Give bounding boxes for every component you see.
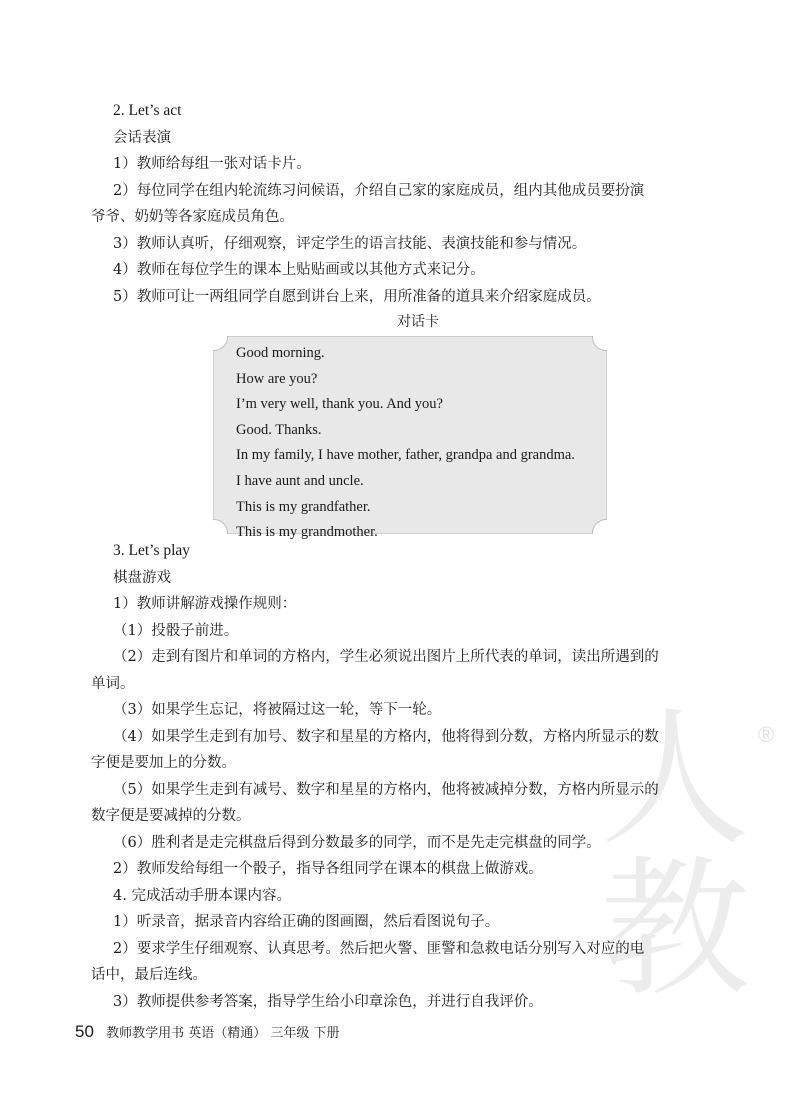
- dialogue-line: Good morning.: [236, 345, 325, 361]
- section-4-line: 话中，最后连线。: [91, 967, 207, 983]
- dialogue-line: In my family, I have mother, father, grandpa and grandma.: [236, 447, 575, 464]
- section-3-line: 字便是要加上的分数。: [91, 755, 236, 771]
- section-3-line: （5）如果学生走到有减号、数字和星星的方格内，他将被减掉分数，方格内所显示的: [113, 781, 659, 798]
- dialogue-line: I’m very well, thank you. And you?: [236, 396, 443, 413]
- card-corner: [592, 336, 607, 351]
- dialogue-line: I have aunt and uncle.: [236, 472, 364, 489]
- section-2-step-5: 5）教师可让一两组同学自愿到讲台上来，用所准备的道具来介绍家庭成员。: [113, 288, 601, 305]
- section-3-line: （2）走到有图片和单词的方格内，学生必须说出图片上所代表的单词，读出所遇到的: [113, 649, 659, 665]
- section-2-step-3: 3）教师认真听，仔细观察，评定学生的语言技能、表演技能和参与情况。: [113, 235, 587, 252]
- card-corner: [592, 519, 607, 534]
- section-3-line: （1）投骰子前进。: [113, 622, 239, 639]
- card-corner: [213, 519, 228, 534]
- publisher-watermark: 人教: [600, 693, 751, 1017]
- section-2-step-4: 4）教师在每位学生的课本上贴贴画或以其他方式来记分。: [113, 262, 485, 278]
- page-content: [91, 98, 693, 1015]
- section-2-step-2: 2）每位同学在组内轮流练习问候语，介绍自己家的家庭成员，组内其他成员要扮演: [113, 182, 645, 199]
- section-4-line: 3）教师提供参考答案，指导学生给小印章涂色，并进行自我评价。: [113, 993, 543, 1010]
- registered-mark: ®: [758, 722, 775, 747]
- dialogue-line: Good. Thanks.: [236, 421, 322, 438]
- section-3-line: （3）如果学生忘记，将被隔过这一轮，等下一轮。: [113, 702, 442, 718]
- section-4-line: 2）要求学生仔细观察、认真思考。然后把火警、匪警和急救电话分别写入对应的电: [113, 940, 645, 957]
- section-3-line: 数字便是要减掉的分数。: [91, 808, 251, 824]
- dialogue-card: [213, 336, 607, 541]
- section-4-line: 1）听录音，据录音内容给正确的图画圈，然后看图说句子。: [113, 914, 500, 930]
- section-3-line: 单词。: [91, 675, 135, 692]
- dialogue-line: How are you?: [236, 370, 318, 387]
- book-title: 教师教学用书 英语（精通） 三年级 下册: [106, 1026, 340, 1041]
- section-3-subtitle: 棋盘游戏: [113, 569, 171, 586]
- dialogue-lines: [236, 341, 575, 546]
- section-4-heading: 4. 完成活动手册本课内容。: [113, 887, 291, 904]
- section-2-subtitle: 会话表演: [113, 129, 171, 146]
- card-corner: [213, 336, 228, 351]
- section-3-line: 2）教师发给每组一个骰子，指导各组同学在课本的棋盘上做游戏。: [113, 861, 543, 877]
- section-3-line: （4）如果学生走到有加号、数字和星星的方格内，他将得到分数，方格内所显示的数: [113, 728, 659, 745]
- section-2-step-1: 1）教师给每组一张对话卡片。: [113, 156, 311, 172]
- page-number: 50: [75, 1022, 94, 1041]
- dialogue-card-title: 对话卡: [397, 314, 439, 330]
- page-footer: [75, 1022, 339, 1042]
- dialogue-line: This is my grandmother.: [236, 524, 378, 541]
- section-3-heading: 3. Let’s play: [113, 542, 191, 559]
- section-2-heading: 2. Let’s act: [113, 102, 182, 119]
- section-3-line: 1）教师讲解游戏操作规则：: [113, 596, 297, 612]
- section-3-line: （6）胜利者是走完棋盘后得到分数最多的同学，而不是先走完棋盘的同学。: [113, 834, 601, 851]
- dialogue-line: This is my grandfather.: [236, 498, 371, 515]
- section-2-step-2-cont: 爷爷、奶奶等各家庭成员角色。: [91, 209, 294, 225]
